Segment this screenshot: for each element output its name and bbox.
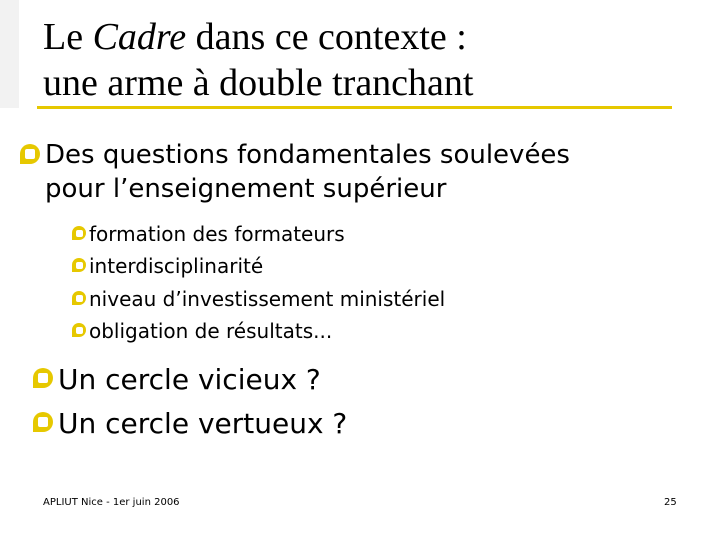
square-bullet-icon — [33, 412, 53, 432]
bullet-cercle-vicieux — [33, 362, 321, 398]
title-italic-word: Cadre — [92, 16, 187, 58]
title-underline-rule — [37, 106, 672, 109]
square-bullet-icon — [72, 226, 86, 240]
sub-bullet-text: interdisciplinarité — [89, 254, 264, 278]
square-bullet-icon — [72, 323, 86, 337]
bullet-text: Un cercle vertueux ? — [58, 407, 348, 440]
bullet-cercle-vertueux — [33, 406, 347, 442]
title-text-part1: Le — [43, 16, 93, 58]
title-line-1 — [43, 14, 473, 60]
bullet-line-2: pour l’enseignement supérieur — [45, 174, 447, 204]
slide-page-number: 25 — [664, 497, 677, 508]
title-side-bar — [0, 0, 19, 108]
square-bullet-icon — [33, 368, 53, 388]
sub-bullet-text: obligation de résultats... — [89, 319, 333, 343]
sub-bullet-item — [72, 253, 263, 279]
slide-title — [43, 14, 473, 106]
square-bullet-icon — [20, 144, 40, 164]
sub-bullet-item — [72, 286, 445, 312]
sub-bullet-item — [72, 318, 332, 344]
square-bullet-icon — [72, 291, 86, 305]
sub-bullet-text: niveau d’investissement ministériel — [89, 287, 446, 311]
bullet-text — [45, 138, 570, 206]
bullet-questions — [20, 138, 570, 206]
bullet-line-1: Des questions fondamentales soulevées — [45, 140, 570, 170]
title-line-2: une arme à double tranchant — [43, 62, 474, 104]
bullet-text: Un cercle vicieux ? — [58, 363, 321, 396]
footer-event-label: APLIUT Nice - 1er juin 2006 — [43, 497, 180, 508]
square-bullet-icon — [72, 258, 86, 272]
sub-bullet-item — [72, 221, 345, 247]
sub-bullet-text: formation des formateurs — [89, 222, 345, 246]
title-text-part2: dans ce contexte : — [186, 16, 467, 58]
